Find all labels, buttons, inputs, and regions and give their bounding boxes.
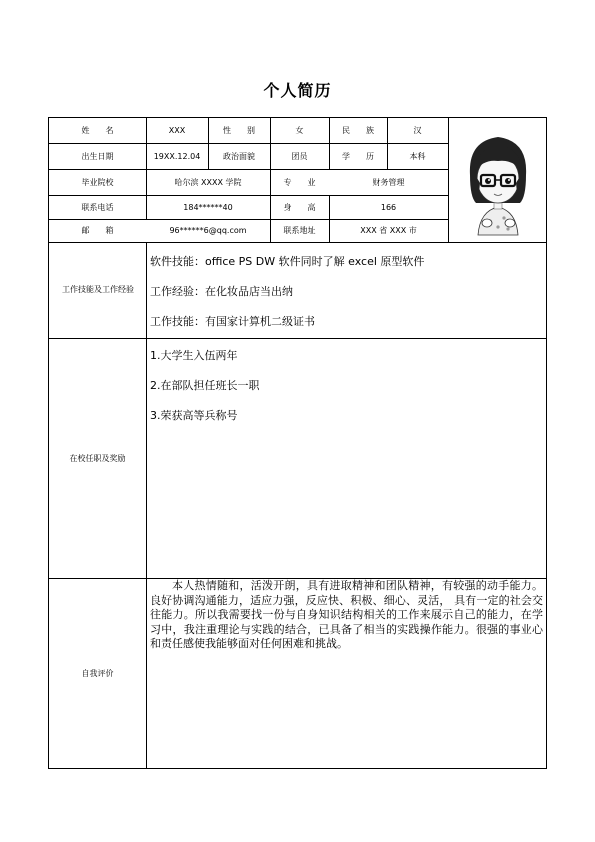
- school-value: 哈尔滨 XXXX 学院: [174, 177, 242, 187]
- education-label: 学 历: [342, 151, 374, 161]
- education-value: 本科: [409, 151, 426, 161]
- awards-line: 2.在部队担任班长一职: [150, 379, 260, 392]
- address-label: 联系地址: [283, 226, 316, 235]
- page-title: 个人简历: [263, 81, 332, 100]
- name-label: 姓 名: [81, 126, 114, 135]
- birth-value: 19XX.12.04: [153, 151, 201, 161]
- awards-label: 在校任职及奖励: [69, 453, 126, 463]
- height-value: 166: [380, 202, 397, 212]
- major-label: 专 业: [283, 177, 316, 187]
- skills-label: 工作技能及工作经验: [62, 285, 134, 294]
- major-value: 财务管理: [372, 177, 405, 187]
- political-label: 政治面貌: [223, 151, 255, 161]
- skills-line: 工作经验：在化妆品店当出纳: [150, 285, 293, 298]
- school-label: 毕业院校: [81, 177, 114, 187]
- skills-line: 工作技能：有国家计算机二级证书: [150, 315, 315, 328]
- ethnicity-value: 汉: [413, 126, 422, 135]
- avatar: [460, 123, 536, 238]
- awards-line: 1.大学生入伍两年: [150, 349, 238, 362]
- political-value: 团员: [291, 151, 308, 161]
- skills-line: 软件技能：office PS DW 软件同时了解 excel 原型软件: [150, 255, 425, 268]
- skills-content: [150, 255, 540, 329]
- phone-label: 联系电话: [81, 202, 114, 212]
- email-value: 96******6@qq.com: [169, 226, 247, 235]
- gender-label: 性 别: [223, 126, 255, 135]
- name-value: XXX: [168, 126, 186, 135]
- birth-label: 出生日期: [81, 151, 114, 161]
- resume-table: [48, 117, 547, 769]
- ethnicity-label: 民 族: [342, 126, 374, 135]
- awards-content: [150, 349, 540, 423]
- self-eval-label: 自我评价: [81, 668, 114, 678]
- phone-value: 184******40: [183, 202, 233, 212]
- email-label: 邮 箱: [81, 226, 114, 235]
- height-label: 身 高: [283, 202, 316, 212]
- gender-value: 女: [295, 126, 304, 135]
- address-value: XXX 省 XXX 市: [360, 226, 417, 235]
- self-eval-text: 本人热情随和，活泼开朗，具有进取精神和团队精神，有较强的动手能力。良好协调沟通能力，适应力强，反应快、积极、细心、灵活， 具有一定的社会交往能力。所以我需要找一份与自身知识结构相关的工作来展示自己的能力，在学习中，我注重理论与实践的结合，已具备了相当的实践操作能力。很强的事业心和责任感使我能够面对任何困难和挑战。: [150, 579, 543, 650]
- awards-line: 3.荣获高等兵称号: [150, 409, 238, 422]
